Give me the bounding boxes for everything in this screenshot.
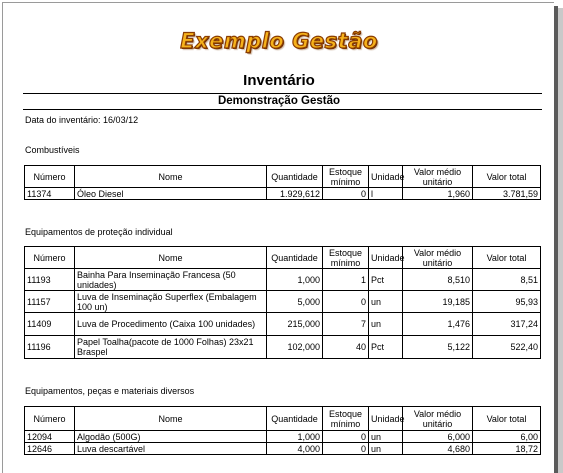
cell-quantidade: 1.929,612 <box>267 188 323 200</box>
cell-nome: Óleo Diesel <box>75 188 267 200</box>
page-shadow <box>554 6 558 473</box>
table-row <box>25 443 541 455</box>
table-row <box>25 188 541 200</box>
col-valor-total-header: Valor total <box>473 247 541 269</box>
col-unidade-header: Unidade <box>369 407 403 431</box>
col-estoque-minimo-header: Estoque mínimo <box>323 166 369 188</box>
cell-valor-medio: 4,680 <box>403 443 473 455</box>
col-unidade-header: Unidade <box>369 166 403 188</box>
cell-valor-medio: 1,476 <box>403 313 473 336</box>
col-valor-medio-header: Valor médio unitário <box>403 166 473 188</box>
cell-nome: Luva de Procedimento (Caixa 100 unidades) <box>75 313 267 336</box>
cell-unidade: un <box>369 443 403 455</box>
col-valor-medio-header: Valor médio unitário <box>403 247 473 269</box>
title-rule-bottom <box>23 109 542 110</box>
cell-nome: Papel Toalha(pacote de 1000 Folhas) 23x21 Braspel <box>75 336 267 359</box>
cell-valor-total: 317,24 <box>473 313 541 336</box>
cell-nome: Bainha Para Inseminação Francesa (50 unidades) <box>75 269 267 291</box>
table-row <box>25 269 541 291</box>
cell-valor-medio: 5,122 <box>403 336 473 359</box>
col-nome-header: Nome <box>75 407 267 431</box>
cell-unidade: un <box>369 313 403 336</box>
cell-valor-medio: 8,510 <box>403 269 473 291</box>
col-numero-header: Número <box>25 407 75 431</box>
cell-numero: 11409 <box>25 313 75 336</box>
table-row <box>25 313 541 336</box>
table-header-row <box>25 166 541 188</box>
report-page <box>2 2 554 473</box>
col-unidade-header: Unidade <box>369 247 403 269</box>
table-header-row <box>25 247 541 269</box>
cell-estoque-minimo: 0 <box>323 443 369 455</box>
inventory-table <box>24 406 541 455</box>
cell-valor-total: 3.781,59 <box>473 188 541 200</box>
cell-numero: 11193 <box>25 269 75 291</box>
col-nome-header: Nome <box>75 247 267 269</box>
cell-estoque-minimo: 7 <box>323 313 369 336</box>
report-subtitle: Demonstração Gestão <box>217 95 341 107</box>
cell-valor-total: 6,00 <box>473 431 541 443</box>
page-shadow-outer <box>558 8 563 473</box>
cell-estoque-minimo: 1 <box>323 269 369 291</box>
cell-nome: Luva de Inseminação Superflex (Embalagem 100 un) <box>75 291 267 313</box>
col-numero-header: Número <box>25 166 75 188</box>
cell-nome: Luva descartável <box>75 443 267 455</box>
cell-nome: Algodão (500G) <box>75 431 267 443</box>
col-valor-total-header: Valor total <box>473 166 541 188</box>
cell-valor-total: 95,93 <box>473 291 541 313</box>
cell-numero: 11157 <box>25 291 75 313</box>
inventory-table <box>24 246 541 359</box>
col-quantidade-header: Quantidade <box>267 166 323 188</box>
col-estoque-minimo-header: Estoque mínimo <box>323 247 369 269</box>
cell-valor-total: 522,40 <box>473 336 541 359</box>
col-nome-header: Nome <box>75 166 267 188</box>
cell-quantidade: 1,000 <box>267 269 323 291</box>
col-quantidade-header: Quantidade <box>267 407 323 431</box>
cell-estoque-minimo: 0 <box>323 291 369 313</box>
cell-unidade: Pct <box>369 336 403 359</box>
section-title: Equipamentos de proteção individual <box>25 227 173 237</box>
cell-unidade: un <box>369 431 403 443</box>
inventory-date: Data do inventário: 16/03/12 <box>25 115 139 125</box>
table-row <box>25 291 541 313</box>
section-title: Combustíveis <box>25 145 80 155</box>
cell-valor-total: 18,72 <box>473 443 541 455</box>
cell-quantidade: 1,000 <box>267 431 323 443</box>
report-title: Inventário <box>243 72 315 89</box>
cell-quantidade: 4,000 <box>267 443 323 455</box>
table-row <box>25 336 541 359</box>
cell-estoque-minimo: 40 <box>323 336 369 359</box>
cell-valor-total: 8,51 <box>473 269 541 291</box>
cell-quantidade: 5,000 <box>267 291 323 313</box>
col-numero-header: Número <box>25 247 75 269</box>
col-valor-total-header: Valor total <box>473 407 541 431</box>
cell-unidade: l <box>369 188 403 200</box>
cell-estoque-minimo: 0 <box>323 188 369 200</box>
cell-unidade: Pct <box>369 269 403 291</box>
inventory-table <box>24 165 541 200</box>
cell-valor-medio: 6,000 <box>403 431 473 443</box>
title-rule-top <box>23 93 542 94</box>
col-estoque-minimo-header: Estoque mínimo <box>323 407 369 431</box>
cell-numero: 12646 <box>25 443 75 455</box>
cell-quantidade: 215,000 <box>267 313 323 336</box>
cell-numero: 12094 <box>25 431 75 443</box>
company-logo: Exemplo Gestão <box>180 29 378 53</box>
cell-numero: 11374 <box>25 188 75 200</box>
table-row <box>25 431 541 443</box>
section-title: Equipamentos, peças e materiais diversos <box>25 386 195 396</box>
cell-quantidade: 102,000 <box>267 336 323 359</box>
col-quantidade-header: Quantidade <box>267 247 323 269</box>
table-header-row <box>25 407 541 431</box>
cell-numero: 11196 <box>25 336 75 359</box>
cell-valor-medio: 1,960 <box>403 188 473 200</box>
cell-valor-medio: 19,185 <box>403 291 473 313</box>
col-valor-medio-header: Valor médio unitário <box>403 407 473 431</box>
cell-unidade: un <box>369 291 403 313</box>
cell-estoque-minimo: 0 <box>323 431 369 443</box>
